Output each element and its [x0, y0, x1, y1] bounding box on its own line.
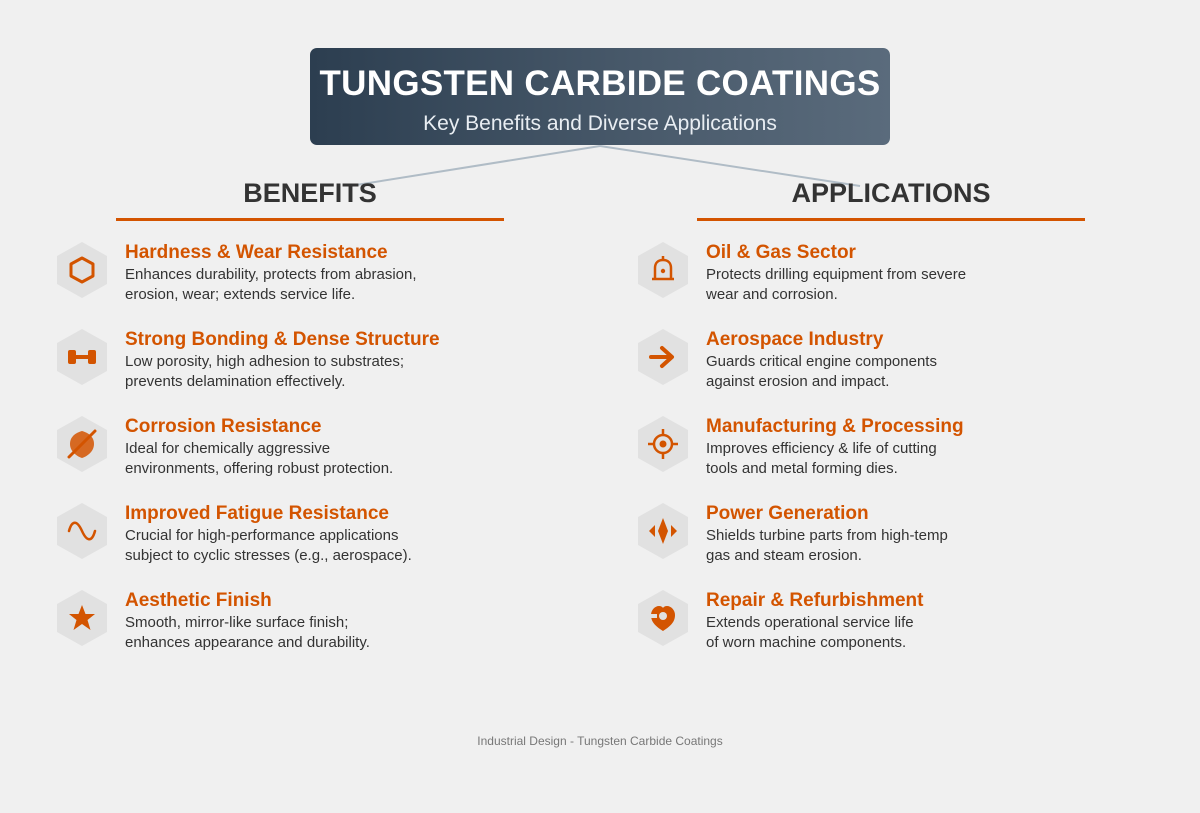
application-title: Repair & Refurbishment [706, 590, 924, 611]
application-item-power [638, 503, 1068, 573]
benefit-item-bonding [57, 329, 487, 399]
benefits-heading: BENEFITS [116, 176, 504, 221]
benefit-item-corrosion [57, 416, 487, 486]
repair-icon [648, 603, 678, 633]
star-icon [67, 603, 97, 633]
benefit-title: Hardness & Wear Resistance [125, 242, 388, 263]
benefit-item-fatigue [57, 503, 487, 573]
benefit-title: Improved Fatigue Resistance [125, 503, 389, 524]
benefit-description: Ideal for chemically aggressive environments, offering robust protection. [125, 440, 394, 477]
title-banner [310, 48, 890, 145]
benefit-title: Strong Bonding & Dense Structure [125, 329, 440, 350]
page-subtitle: Key Benefits and Diverse Applications [423, 112, 777, 135]
application-description: Guards critical engine components against erosion and impact. [706, 353, 937, 390]
application-description: Shields turbine parts from high-temp gas and steam erosion. [706, 527, 948, 564]
application-item-oil-gas [638, 242, 1068, 312]
page-title: TUNGSTEN CARBIDE COATINGS [319, 64, 881, 103]
benefit-description: Crucial for high-performance applications subject to cyclic stresses (e.g., aerospace). [125, 527, 412, 564]
hexagon-icon [67, 255, 97, 285]
application-description: Extends operational service life of worn machine components. [706, 614, 914, 651]
application-description: Protects drilling equipment from severe wear and corrosion. [706, 266, 967, 303]
shield-slash-icon [67, 429, 97, 459]
drill-bit-icon [648, 255, 678, 285]
application-title: Oil & Gas Sector [706, 242, 856, 263]
application-title: Power Generation [706, 503, 869, 524]
footer-caption: Industrial Design - Tungsten Carbide Coatings [477, 734, 723, 748]
benefit-item-hardness [57, 242, 487, 312]
application-description: Improves efficiency & life of cutting tools and metal forming dies. [706, 440, 937, 477]
wave-icon [67, 516, 97, 546]
turbine-icon [648, 516, 678, 546]
benefit-item-aesthetic [57, 590, 487, 660]
bond-icon [67, 342, 97, 372]
application-title: Aerospace Industry [706, 329, 884, 350]
arrow-right-icon [648, 342, 678, 372]
benefit-description: Smooth, mirror-like surface finish; enhances appearance and durability. [125, 614, 370, 651]
target-icon [648, 429, 678, 459]
applications-heading: APPLICATIONS [697, 176, 1085, 221]
benefit-title: Corrosion Resistance [125, 416, 322, 437]
benefit-title: Aesthetic Finish [125, 590, 272, 611]
benefit-description: Enhances durability, protects from abrasion, erosion, wear; extends service life. [125, 266, 417, 303]
application-item-repair [638, 590, 1068, 660]
application-title: Manufacturing & Processing [706, 416, 964, 437]
benefit-description: Low porosity, high adhesion to substrates; prevents delamination effectively. [125, 353, 405, 390]
application-item-manufacturing [638, 416, 1068, 486]
application-item-aerospace [638, 329, 1068, 399]
